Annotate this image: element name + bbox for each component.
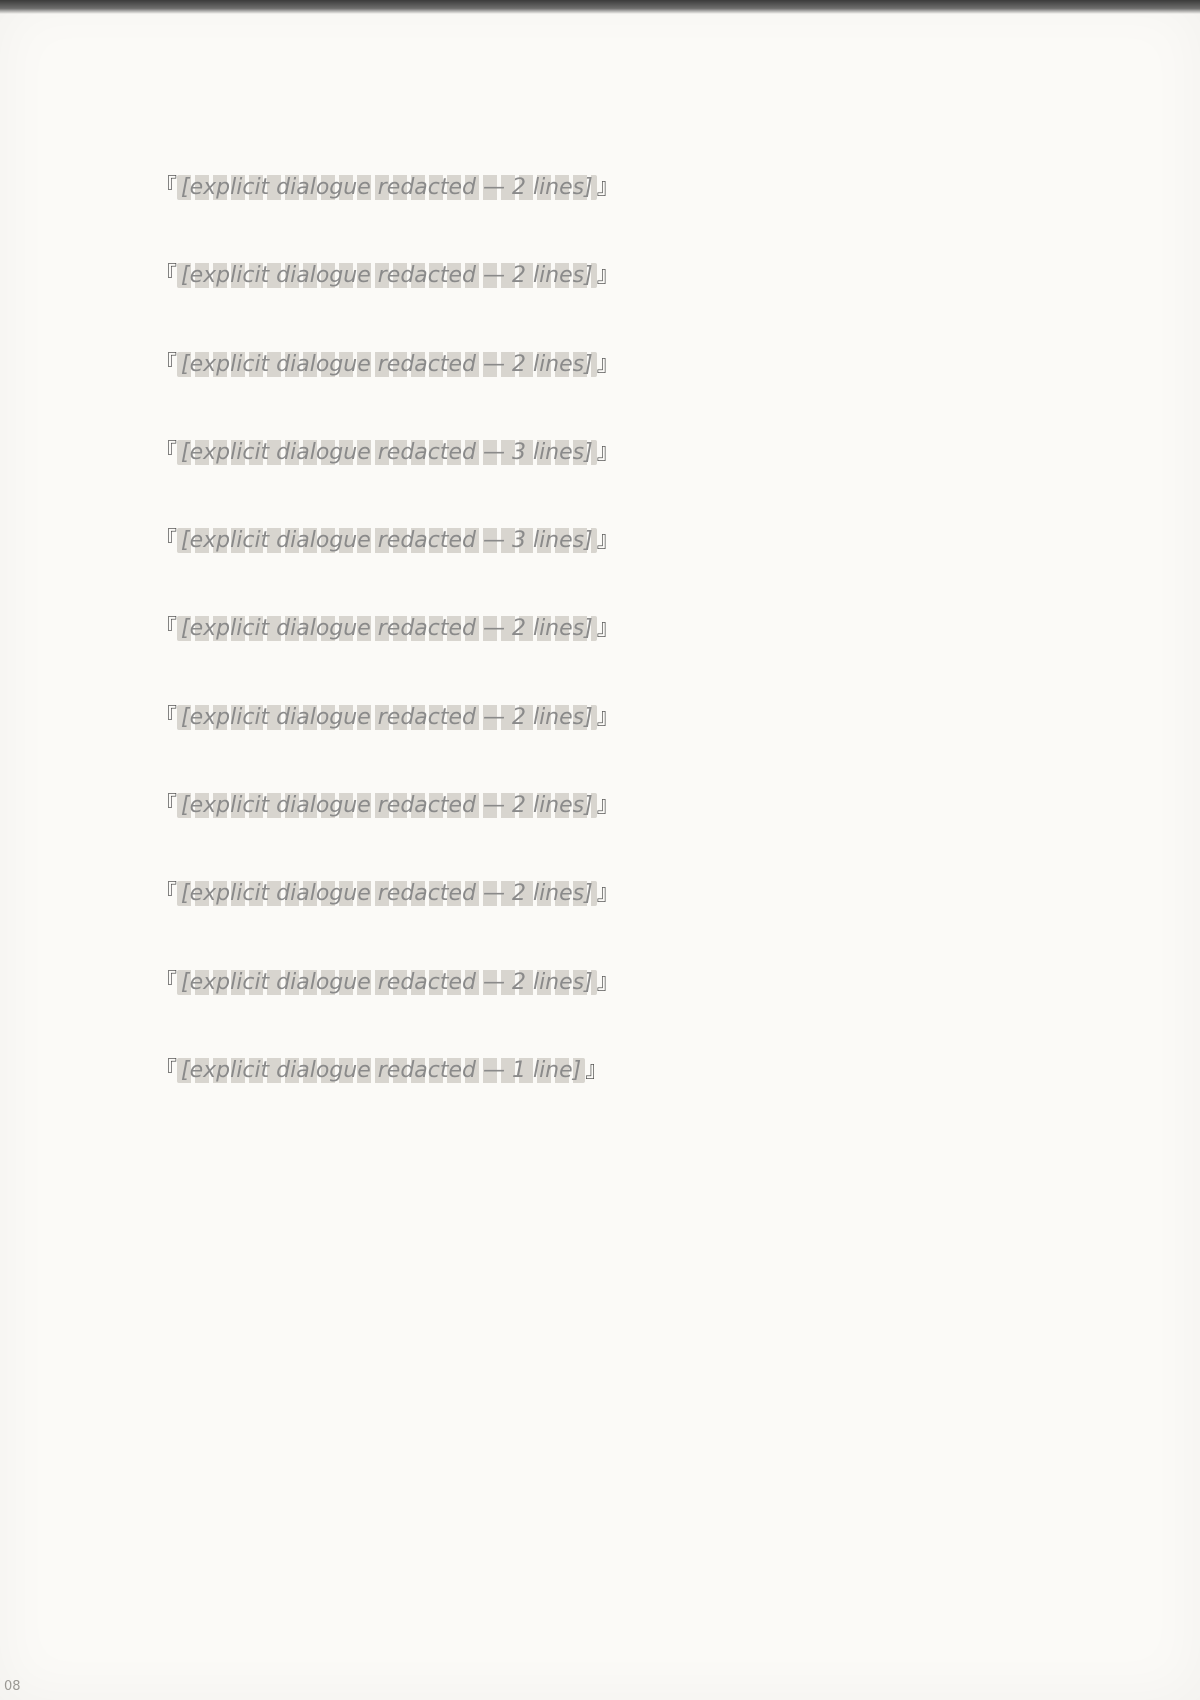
redacted-dialogue-text: [explicit dialogue redacted — 2 lines] — [177, 970, 597, 995]
dialogue-paragraph — [155, 170, 1015, 206]
quote-close-bracket: 』 — [596, 351, 619, 377]
redacted-dialogue-text: [explicit dialogue redacted — 1 line] — [177, 1058, 585, 1083]
dialogue-paragraph — [155, 523, 1015, 559]
quote-close-bracket: 』 — [596, 439, 619, 465]
quote-open-bracket: 『 — [155, 1057, 178, 1083]
quote-open-bracket: 『 — [155, 616, 178, 642]
redacted-dialogue-text: [explicit dialogue redacted — 2 lines] — [177, 616, 597, 641]
quote-open-bracket: 『 — [155, 263, 178, 289]
quote-open-bracket: 『 — [155, 881, 178, 907]
quote-close-bracket: 』 — [596, 175, 619, 200]
scan-edge-artifact — [0, 0, 1200, 14]
dialogue-paragraph — [155, 700, 1015, 736]
redacted-dialogue-text: [explicit dialogue redacted — 2 lines] — [177, 263, 597, 288]
redacted-dialogue-text: [explicit dialogue redacted — 2 lines] — [177, 793, 597, 818]
dialogue-paragraph — [155, 347, 1015, 383]
dialogue-paragraph — [155, 788, 1015, 824]
dialogue-paragraph — [155, 1053, 1015, 1089]
quote-open-bracket: 『 — [155, 793, 178, 819]
redacted-dialogue-text: [explicit dialogue redacted — 2 lines] — [177, 705, 597, 730]
dialogue-paragraph — [155, 965, 1015, 1001]
dialogue-paragraph — [155, 611, 1015, 647]
quote-close-bracket: 』 — [596, 616, 619, 642]
quote-open-bracket: 『 — [155, 704, 178, 730]
quote-open-bracket: 『 — [155, 439, 178, 465]
quote-close-bracket: 』 — [596, 528, 619, 554]
quote-close-bracket: 』 — [596, 704, 619, 730]
quote-close-bracket: 』 — [596, 793, 619, 819]
quote-open-bracket: 『 — [155, 969, 178, 995]
quote-open-bracket: 『 — [155, 351, 178, 377]
dialogue-paragraph — [155, 258, 1015, 294]
quote-open-bracket: 『 — [155, 175, 178, 200]
dialogue-paragraph — [155, 435, 1015, 471]
quote-close-bracket: 』 — [596, 969, 619, 995]
dialogue-text-block — [155, 170, 1015, 1141]
quote-open-bracket: 『 — [155, 528, 178, 554]
quote-close-bracket: 』 — [596, 881, 619, 907]
redacted-dialogue-text: [explicit dialogue redacted — 2 lines] — [177, 175, 597, 200]
dialogue-paragraph — [155, 876, 1015, 912]
redacted-dialogue-text: [explicit dialogue redacted — 2 lines] — [177, 881, 597, 906]
redacted-dialogue-text: [explicit dialogue redacted — 2 lines] — [177, 352, 597, 377]
redacted-dialogue-text: [explicit dialogue redacted — 3 lines] — [177, 528, 597, 553]
quote-close-bracket: 』 — [596, 263, 619, 289]
quote-close-bracket: 』 — [585, 1057, 608, 1083]
redacted-dialogue-text: [explicit dialogue redacted — 3 lines] — [177, 440, 597, 465]
page-number: 08 — [4, 1679, 21, 1694]
